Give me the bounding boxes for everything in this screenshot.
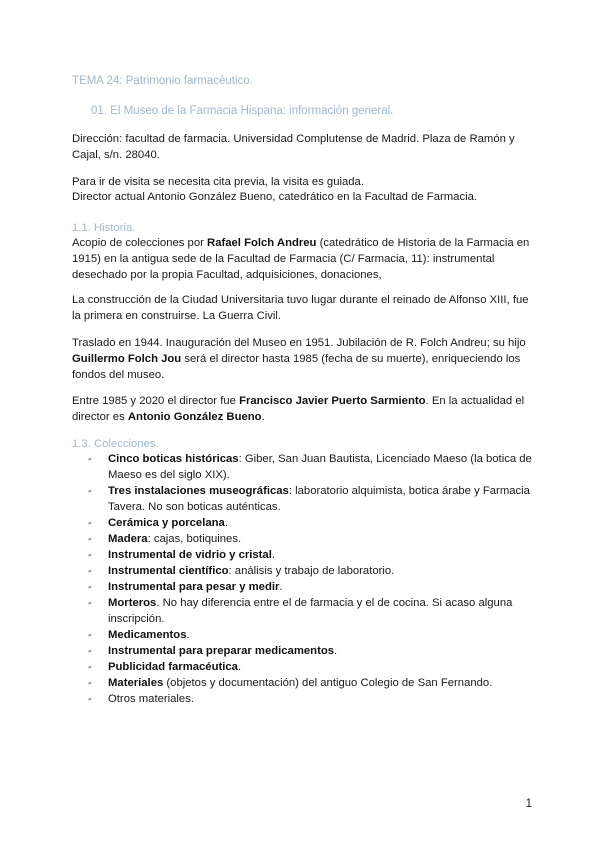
address-paragraph: Dirección: facultad de farmacia. Universidad Complutense de Madrid. Plaza de Ramón y Cajal, s/n. 28040. — [72, 133, 515, 161]
list-item — [72, 483, 532, 515]
list-item — [72, 659, 532, 675]
list-item-text: . — [279, 581, 283, 593]
list-item — [72, 627, 532, 643]
visit-paragraph: Para ir de visita se necesita cita previa, la visita es guiada. — [72, 176, 364, 188]
list-item-term: Instrumental de vidrio y cristal — [108, 549, 272, 561]
historia-heading: 1.1. Historia. — [72, 222, 136, 234]
list-item-text: . — [334, 645, 338, 657]
list-item-text: . — [224, 517, 228, 529]
list-item-term: Cerámica y porcelana — [108, 517, 225, 529]
list-marker: - — [88, 533, 92, 545]
list-item-term: Cinco boticas históricas — [108, 453, 239, 465]
page-number: 1 — [525, 798, 532, 810]
list-item — [72, 691, 532, 707]
historia-paragraph-1: Acopio de colecciones por Rafael Folch Andreu (catedrático de Historia de la Farmacia en 1915) en la antigua sede de la Facultad de Farmacia (C/ Farmacia, 11): instrumental desechado por la propia Facultad, adquisiciones, donaciones, — [72, 237, 530, 281]
list-marker: - — [88, 693, 92, 705]
list-marker: - — [88, 597, 92, 609]
list-marker: - — [88, 517, 92, 529]
list-marker: - — [88, 677, 92, 689]
list-item-text: : análisis y trabajo de laboratorio. — [228, 565, 395, 577]
list-item-term: Materiales — [108, 677, 164, 689]
list-item — [72, 531, 532, 547]
list-marker: - — [88, 453, 92, 465]
historia-paragraph-4: Entre 1985 y 2020 el director fue Francisco Javier Puerto Sarmiento. En la actualidad el director es Antonio González Bueno. — [72, 395, 525, 423]
list-item-text: . — [271, 549, 275, 561]
list-marker: - — [88, 645, 92, 657]
list-item-term: Tres instalaciones museográficas — [108, 485, 289, 497]
list-item-term: Publicidad farmacéutica — [108, 661, 238, 673]
list-item — [72, 579, 532, 595]
puerto-sarmiento-name: Francisco Javier Puerto Sarmiento — [239, 395, 426, 407]
list-item — [72, 563, 532, 579]
section-heading: 01. El Museo de la Farmacia Hispana: información general. — [91, 105, 394, 117]
folch-andreu-name: Rafael Folch Andreu — [207, 237, 317, 249]
topic-heading: TEMA 24: Patrimonio farmacéutico. — [72, 75, 253, 87]
list-item-text: Otros materiales. — [108, 693, 195, 705]
list-item-text: . — [186, 629, 190, 641]
list-marker: - — [88, 629, 92, 641]
list-marker: - — [88, 565, 92, 577]
folch-jou-name: Guillermo Folch Jou — [72, 353, 182, 365]
list-item — [72, 515, 532, 531]
list-item — [72, 595, 532, 627]
historia-paragraph-2: La construcción de la Ciudad Universitaria tuvo lugar durante el reinado de Alfonso XIII, fue la primera en construirse. La Guerra Civil. — [72, 294, 529, 322]
list-item — [72, 451, 532, 483]
list-marker: - — [88, 549, 92, 561]
list-item-term: Instrumental científico — [108, 565, 229, 577]
list-item-term: Instrumental para pesar y medir — [108, 581, 280, 593]
list-item-text: : cajas, botiquines. — [147, 533, 242, 545]
list-item-term: Instrumental para preparar medicamentos — [108, 645, 335, 657]
list-item — [72, 675, 532, 691]
colecciones-list — [72, 451, 532, 707]
list-item — [72, 547, 532, 563]
list-marker: - — [88, 661, 92, 673]
list-item-term: Morteros — [108, 597, 157, 609]
historia-paragraph-3: Traslado en 1944. Inauguración del Museo en 1951. Jubilación de R. Folch Andreu; su hijo Guillermo Folch Jou será el director hasta 1985 (fecha de su muerte), enriqueciendo los fondos del museo. — [72, 337, 526, 381]
list-item-text: . — [237, 661, 242, 673]
director-paragraph: Director actual Antonio González Bueno, catedrático en la Facultad de Farmacia. — [72, 191, 478, 203]
list-item-text: : laboratorio alquimista, botica árabe y Farmacia Tavera. No son boticas auténticas. — [108, 485, 530, 513]
list-marker: - — [88, 485, 92, 497]
list-item — [72, 643, 532, 659]
list-item-text: (objetos y documentación) del antiguo Colegio de San Fernando. — [163, 677, 493, 689]
gonzalez-bueno-name: Antonio González Bueno — [127, 411, 262, 423]
list-item-term: Medicamentos — [108, 629, 187, 641]
list-item-text: . No hay diferencia entre el de farmacia y el de cocina. Si acaso alguna inscripción. — [108, 597, 513, 625]
colecciones-heading: 1.3. Colecciones. — [72, 438, 159, 450]
list-item-term: Madera — [108, 533, 148, 545]
list-item-text: : Giber, San Juan Bautista, Licenciado Maeso (la botica de Maeso es del siglo XIX). — [108, 453, 532, 481]
list-marker: - — [88, 581, 92, 593]
